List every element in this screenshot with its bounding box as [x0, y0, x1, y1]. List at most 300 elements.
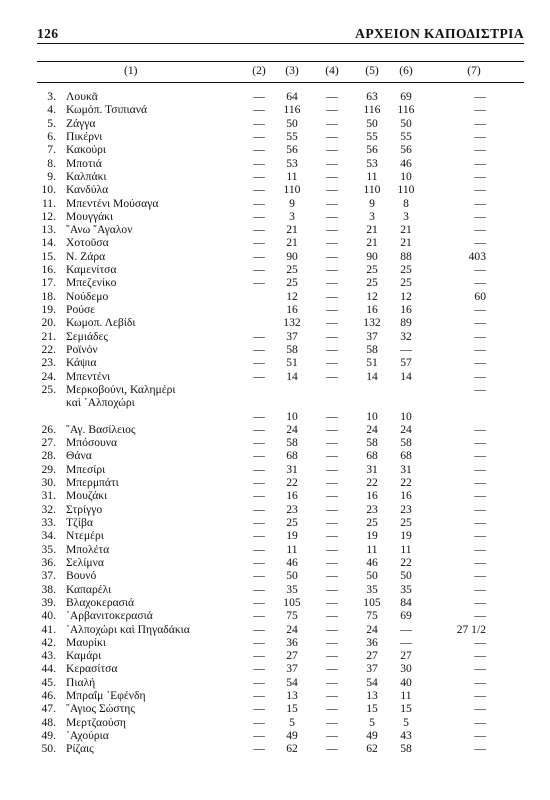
cell-c7: 60 [474, 289, 486, 303]
table-row [0, 609, 550, 622]
row-number: 48. [41, 715, 56, 729]
cell-c2: — [253, 715, 265, 729]
cell-c2: — [253, 729, 265, 742]
table-row [0, 290, 550, 303]
cell-c2: — [253, 649, 265, 663]
cell-c3: 31 [286, 462, 298, 476]
table-top-rule [37, 61, 524, 62]
row-number: 27. [41, 436, 56, 450]
cell-c6: 15 [400, 702, 412, 716]
cell-c3: 64 [286, 90, 298, 103]
cell-c6: 10 [400, 169, 412, 183]
cell-c4: — [326, 289, 338, 303]
village-name: Κερασίτσα [66, 662, 118, 676]
cell-c5: 56 [366, 143, 378, 157]
cell-c2: — [253, 143, 265, 157]
cell-c7: — [474, 582, 486, 596]
cell-c3: 24 [286, 422, 298, 436]
cell-c5: 75 [366, 609, 378, 623]
village-name: Πικέρνι [66, 129, 103, 143]
cell-c6: 89 [400, 316, 412, 330]
table-row [0, 183, 550, 196]
cell-c4: — [326, 329, 338, 343]
cell-c7: — [474, 143, 486, 157]
cell-c2: — [253, 276, 265, 290]
village-name: ῞Αγιος Σώστης [66, 702, 135, 716]
cell-c6: 24 [400, 422, 412, 436]
village-name: Μπόσουνα [66, 436, 118, 450]
cell-c5: 27 [366, 649, 378, 663]
cell-c4: — [326, 529, 338, 543]
row-number: 7. [47, 143, 56, 157]
row-number: 43. [41, 649, 56, 663]
cell-c4: — [326, 502, 338, 516]
cell-c6: 16 [400, 489, 412, 503]
cell-c4: — [326, 622, 338, 636]
cell-c7: — [474, 342, 486, 356]
cell-c7: 403 [468, 249, 486, 263]
cell-c7: — [474, 449, 486, 463]
cell-c3: 50 [286, 116, 298, 130]
cell-c7: — [474, 649, 486, 663]
row-number: 47. [41, 702, 56, 716]
cell-c6: 110 [397, 183, 415, 197]
row-number: 24. [41, 369, 56, 383]
cell-c5: 110 [363, 183, 381, 197]
cell-c4: — [326, 223, 338, 237]
cell-c5: 25 [366, 516, 378, 529]
cell-c2: — [253, 742, 265, 756]
cell-c6: — [400, 342, 412, 356]
table-row [0, 476, 550, 489]
table-row [0, 449, 550, 462]
cell-c2: — [253, 622, 265, 636]
village-name: Καμάρι [66, 649, 102, 663]
cell-c5: 58 [366, 436, 378, 450]
cell-c4: — [326, 303, 338, 316]
column-headers [0, 65, 550, 81]
cell-c6: 55 [400, 129, 412, 143]
cell-c3: 68 [286, 449, 298, 463]
cell-c6: 25 [400, 276, 412, 290]
cell-c2: — [253, 635, 265, 649]
row-number: 26. [41, 422, 56, 436]
cell-c3: 24 [286, 622, 298, 636]
cell-c2: — [253, 223, 265, 237]
row-number: 11. [41, 196, 56, 210]
page-header [37, 22, 524, 42]
cell-c5: 15 [366, 702, 378, 716]
cell-c7: — [474, 156, 486, 170]
cell-c7: — [474, 516, 486, 529]
cell-c2: — [253, 675, 265, 689]
cell-c2: — [253, 342, 265, 356]
cell-c6: 11 [400, 689, 412, 703]
village-name: Σελίμνα [66, 555, 104, 569]
cell-c6: 14 [400, 369, 412, 383]
table-row [0, 729, 550, 742]
cell-c4: — [326, 436, 338, 450]
table-row [0, 716, 550, 729]
cell-c4: — [326, 116, 338, 130]
cell-c3: 14 [286, 369, 298, 383]
village-name: Κάψια [66, 356, 97, 370]
column-header-7: (7) [467, 65, 481, 77]
row-number: 49. [41, 729, 56, 742]
cell-c5: 36 [366, 635, 378, 649]
cell-c2: — [253, 90, 265, 103]
cell-c4: — [326, 209, 338, 223]
table-row [0, 356, 550, 369]
cell-c2: — [253, 462, 265, 476]
cell-c5: 37 [366, 329, 378, 343]
cell-c5: 21 [366, 236, 378, 250]
cell-c5: 54 [366, 675, 378, 689]
cell-c3: 19 [286, 529, 298, 543]
cell-c3: 105 [283, 595, 301, 609]
cell-c6: 10 [400, 409, 412, 423]
cell-c4: — [326, 90, 338, 103]
cell-c5: 11 [366, 542, 378, 556]
table-row [0, 170, 550, 183]
cell-c7: 27 1/2 [456, 622, 486, 636]
village-name: Καπαρέλι [66, 582, 112, 596]
village-name: ῞Αγ. Βασίλειος [66, 422, 136, 436]
table-row [0, 529, 550, 542]
village-name: Νούδεμο [66, 289, 109, 303]
village-name: Μερτζαούση [66, 715, 126, 729]
cell-c3: 16 [286, 303, 298, 316]
cell-c2: — [253, 702, 265, 716]
cell-c7: — [474, 555, 486, 569]
village-name: Χοτοῦσα [66, 236, 109, 250]
village-name: Κακούρι [66, 143, 107, 157]
table-row [0, 223, 550, 236]
cell-c4: — [326, 542, 338, 556]
cell-c7: — [474, 675, 486, 689]
cell-c7: — [474, 689, 486, 703]
village-name: Βλαχοκερασιά [66, 595, 135, 609]
cell-c6: 88 [400, 249, 412, 263]
village-name: Μπολέτα [66, 542, 110, 556]
cell-c4: — [326, 462, 338, 476]
row-number: 3. [47, 90, 56, 103]
village-name: Βουνό [66, 569, 97, 583]
cell-c3: 46 [286, 555, 298, 569]
cell-c7: — [474, 169, 486, 183]
village-name: Λουκᾶ [66, 90, 98, 103]
row-number: 8. [47, 156, 56, 170]
cell-c7: — [474, 90, 486, 103]
cell-c7: — [474, 595, 486, 609]
cell-c3: 75 [286, 609, 298, 623]
cell-c5: 90 [366, 249, 378, 263]
cell-c2: — [253, 409, 265, 423]
row-number: 36. [41, 555, 56, 569]
table-row [0, 143, 550, 156]
table-row [0, 330, 550, 343]
table-row [0, 197, 550, 210]
cell-c5: 31 [366, 462, 378, 476]
table-row [0, 649, 550, 662]
cell-c6: 3 [403, 209, 409, 223]
cell-c2: — [253, 236, 265, 250]
cell-c5: 3 [369, 209, 375, 223]
cell-c6: 27 [400, 649, 412, 663]
row-number: 14. [41, 236, 56, 250]
cell-c5: 49 [366, 729, 378, 742]
row-number: 21. [41, 329, 56, 343]
village-name: Μπερμπάτι [66, 476, 119, 490]
cell-c7: — [474, 276, 486, 290]
cell-c2: — [253, 662, 265, 676]
column-header-6: (6) [399, 65, 413, 77]
village-name: Μπραΐμ ᾿Εφένδη [66, 689, 146, 703]
table-row [0, 276, 550, 289]
village-name: Κωμοπ. Λεβίδι [66, 316, 136, 330]
cell-c5: 13 [366, 689, 378, 703]
table-row [0, 90, 550, 103]
cell-c5: 10 [366, 409, 378, 423]
row-number: 38. [41, 582, 56, 596]
cell-c7: — [474, 236, 486, 250]
row-number: 4. [47, 103, 56, 117]
row-number: 41. [41, 622, 56, 636]
cell-c6: 58 [400, 742, 412, 756]
cell-c6: 22 [400, 555, 412, 569]
cell-c6: 50 [400, 116, 412, 130]
cell-c4: — [326, 183, 338, 197]
table-row [0, 250, 550, 263]
cell-c4: — [326, 689, 338, 703]
row-number: 34. [41, 529, 56, 543]
column-header-2: (2) [252, 65, 266, 77]
cell-c3: 25 [286, 516, 298, 529]
cell-c2: — [253, 555, 265, 569]
village-name: Ν. Ζάρα [66, 249, 106, 263]
row-number: 33. [41, 516, 56, 529]
cell-c7: — [474, 382, 486, 396]
cell-c2: — [253, 516, 265, 529]
village-name: Σεμιάδες [66, 329, 108, 343]
cell-c6: 8 [403, 196, 409, 210]
cell-c7: — [474, 369, 486, 383]
village-table [0, 90, 550, 756]
table-row [0, 702, 550, 715]
cell-c4: — [326, 649, 338, 663]
cell-c6: 40 [400, 675, 412, 689]
cell-c3: 11 [286, 169, 298, 183]
cell-c3: 58 [286, 342, 298, 356]
cell-c3: 35 [286, 582, 298, 596]
table-row [0, 396, 550, 409]
cell-c5: 21 [366, 223, 378, 237]
cell-c2: — [253, 609, 265, 623]
cell-c5: 25 [366, 276, 378, 290]
cell-c6: — [400, 635, 412, 649]
cell-c4: — [326, 342, 338, 356]
page-number: 126 [37, 26, 59, 41]
table-row [0, 516, 550, 529]
cell-c4: — [326, 369, 338, 383]
cell-c6: 12 [400, 289, 412, 303]
row-number: 23. [41, 356, 56, 370]
cell-c5: 50 [366, 116, 378, 130]
row-number: 19. [41, 303, 56, 316]
cell-c3: 21 [286, 236, 298, 250]
cell-c3: 36 [286, 635, 298, 649]
cell-c4: — [326, 715, 338, 729]
row-number: 17. [41, 276, 56, 290]
table-row [0, 157, 550, 170]
cell-c6: 43 [400, 729, 412, 742]
row-number: 29. [41, 462, 56, 476]
cell-c6: 58 [400, 436, 412, 450]
village-name: Μπεζενίκο [66, 276, 117, 290]
row-number: 40. [41, 609, 56, 623]
cell-c2: — [253, 436, 265, 450]
cell-c5: 24 [366, 622, 378, 636]
cell-c3: 50 [286, 569, 298, 583]
table-row [0, 423, 550, 436]
row-number: 6. [47, 129, 56, 143]
village-name: Ροϊνόν [66, 342, 98, 356]
table-row [0, 662, 550, 675]
row-number: 20. [41, 316, 56, 330]
cell-c7: — [474, 742, 486, 756]
table-row [0, 636, 550, 649]
row-number: 31. [41, 489, 56, 503]
cell-c5: 14 [366, 369, 378, 383]
cell-c2: — [253, 196, 265, 210]
cell-c4: — [326, 129, 338, 143]
cell-c6: 68 [400, 449, 412, 463]
cell-c3: 132 [283, 316, 301, 330]
village-name: Καμενίτσα [66, 263, 117, 277]
cell-c7: — [474, 702, 486, 716]
table-row [0, 583, 550, 596]
cell-c3: 56 [286, 143, 298, 157]
cell-c7: — [474, 422, 486, 436]
cell-c4: — [326, 555, 338, 569]
cell-c5: 116 [363, 103, 381, 117]
row-number: 46. [41, 689, 56, 703]
cell-c4: — [326, 409, 338, 423]
cell-c4: — [326, 635, 338, 649]
village-name: καὶ ῾Αλποχώρι [66, 396, 135, 410]
table-row [0, 130, 550, 143]
cell-c5: 46 [366, 555, 378, 569]
cell-c4: — [326, 276, 338, 290]
row-number: 28. [41, 449, 56, 463]
cell-c5: 22 [366, 476, 378, 490]
cell-c6: 69 [400, 90, 412, 103]
cell-c2: — [253, 263, 265, 277]
cell-c3: 16 [286, 489, 298, 503]
village-name: Τζίβα [66, 516, 93, 529]
cell-c6: 19 [400, 529, 412, 543]
cell-c7: — [474, 263, 486, 277]
cell-c7: — [474, 502, 486, 516]
cell-c2: — [253, 169, 265, 183]
cell-c7: — [474, 303, 486, 316]
table-row [0, 343, 550, 356]
cell-c3: 12 [286, 289, 298, 303]
cell-c3: 3 [289, 209, 295, 223]
table-row [0, 503, 550, 516]
cell-c6: 84 [400, 595, 412, 609]
cell-c6: 23 [400, 502, 412, 516]
cell-c5: 24 [366, 422, 378, 436]
row-number: 16. [41, 263, 56, 277]
cell-c5: 55 [366, 129, 378, 143]
cell-c6: 69 [400, 609, 412, 623]
cell-c4: — [326, 196, 338, 210]
cell-c6: 50 [400, 569, 412, 583]
row-number: 25. [41, 382, 56, 396]
column-header-rule [37, 82, 524, 83]
cell-c3: 21 [286, 223, 298, 237]
cell-c4: — [326, 742, 338, 756]
cell-c6: 16 [400, 303, 412, 316]
cell-c3: 54 [286, 675, 298, 689]
cell-c7: — [474, 196, 486, 210]
cell-c2: — [253, 356, 265, 370]
cell-c7: — [474, 223, 486, 237]
cell-c3: 37 [286, 662, 298, 676]
cell-c4: — [326, 263, 338, 277]
cell-c4: — [326, 489, 338, 503]
header-rule [37, 43, 524, 44]
row-number: 10. [41, 183, 56, 197]
row-number: 32. [41, 502, 56, 516]
row-number: 37. [41, 569, 56, 583]
cell-c3: 5 [289, 715, 295, 729]
row-number: 9. [47, 169, 56, 183]
cell-c7: — [474, 569, 486, 583]
cell-c7: — [474, 609, 486, 623]
village-name: Στρίγγο [66, 502, 103, 516]
cell-c5: 50 [366, 569, 378, 583]
cell-c7: — [474, 635, 486, 649]
village-name: Μποτιά [66, 156, 102, 170]
cell-c4: — [326, 702, 338, 716]
cell-c3: 23 [286, 502, 298, 516]
table-row [0, 556, 550, 569]
cell-c2: — [253, 156, 265, 170]
cell-c5: 62 [366, 742, 378, 756]
village-name: Μουζάκι [66, 489, 108, 503]
cell-c6: 35 [400, 582, 412, 596]
cell-c7: — [474, 436, 486, 450]
cell-c3: 22 [286, 476, 298, 490]
row-number: 45. [41, 675, 56, 689]
cell-c3: 62 [286, 742, 298, 756]
village-name: Μαυρίκι [66, 635, 106, 649]
cell-c4: — [326, 449, 338, 463]
cell-c7: — [474, 529, 486, 543]
cell-c7: — [474, 129, 486, 143]
cell-c5: 51 [366, 356, 378, 370]
cell-c6: 30 [400, 662, 412, 676]
table-row [0, 370, 550, 383]
table-row [0, 236, 550, 249]
table-row [0, 410, 550, 423]
village-name: ᾿Αχούρια [66, 729, 109, 742]
cell-c7: — [474, 183, 486, 197]
cell-c5: 53 [366, 156, 378, 170]
cell-c6: 56 [400, 143, 412, 157]
